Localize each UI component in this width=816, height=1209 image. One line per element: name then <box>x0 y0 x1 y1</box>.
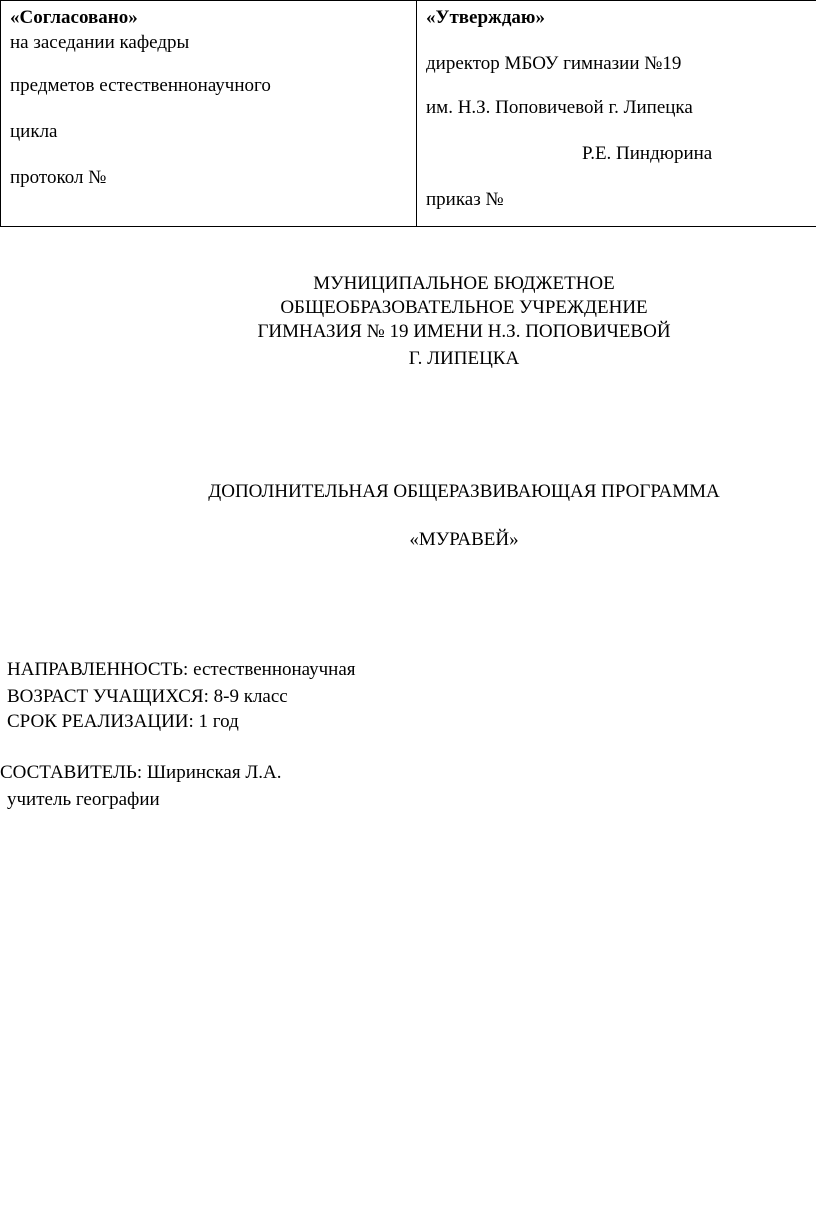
agreed-meeting-line: на заседании кафедры <box>10 32 190 53</box>
approved-signatory-line: Р.Е. Пиндюрина <box>582 143 713 164</box>
approved-cell <box>417 1 816 227</box>
approved-order-line: приказ № <box>426 189 504 210</box>
institution-line-2: ОБЩЕОБРАЗОВАТЕЛЬНОЕ УЧРЕЖДЕНИЕ <box>280 297 648 318</box>
program-direction: НАПРАВЛЕННОСТЬ: естественнонаучная <box>7 659 356 680</box>
program-name: «МУРАВЕЙ» <box>409 529 519 550</box>
program-type: ДОПОЛНИТЕЛЬНАЯ ОБЩЕРАЗВИВАЮЩАЯ ПРОГРАММА <box>208 481 720 502</box>
agreed-cell <box>1 1 417 227</box>
program-author: СОСТАВИТЕЛЬ: Ширинская Л.А. <box>0 762 282 783</box>
agreed-title: «Согласовано» <box>10 7 138 28</box>
institution-line-1: МУНИЦИПАЛЬНОЕ БЮДЖЕТНОЕ <box>313 273 615 294</box>
student-age: ВОЗРАСТ УЧАЩИХСЯ: 8-9 класс <box>7 686 288 707</box>
agreed-department-line: предметов естественнонаучного <box>10 75 271 96</box>
approved-title: «Утверждаю» <box>426 7 545 28</box>
institution-line-3: ГИМНАЗИЯ № 19 ИМЕНИ Н.З. ПОПОВИЧЕВОЙ <box>257 321 671 342</box>
approved-school-line: им. Н.З. Поповичевой г. Липецка <box>426 97 693 118</box>
approved-director-line: директор МБОУ гимназии №19 <box>426 53 682 74</box>
agreed-cycle-line: цикла <box>10 121 58 142</box>
program-duration: СРОК РЕАЛИЗАЦИИ: 1 год <box>7 711 239 732</box>
approval-table <box>0 0 816 227</box>
author-role: учитель географии <box>7 789 160 810</box>
agreed-protocol-line: протокол № <box>10 167 107 188</box>
institution-line-4: Г. ЛИПЕЦКА <box>408 348 520 369</box>
